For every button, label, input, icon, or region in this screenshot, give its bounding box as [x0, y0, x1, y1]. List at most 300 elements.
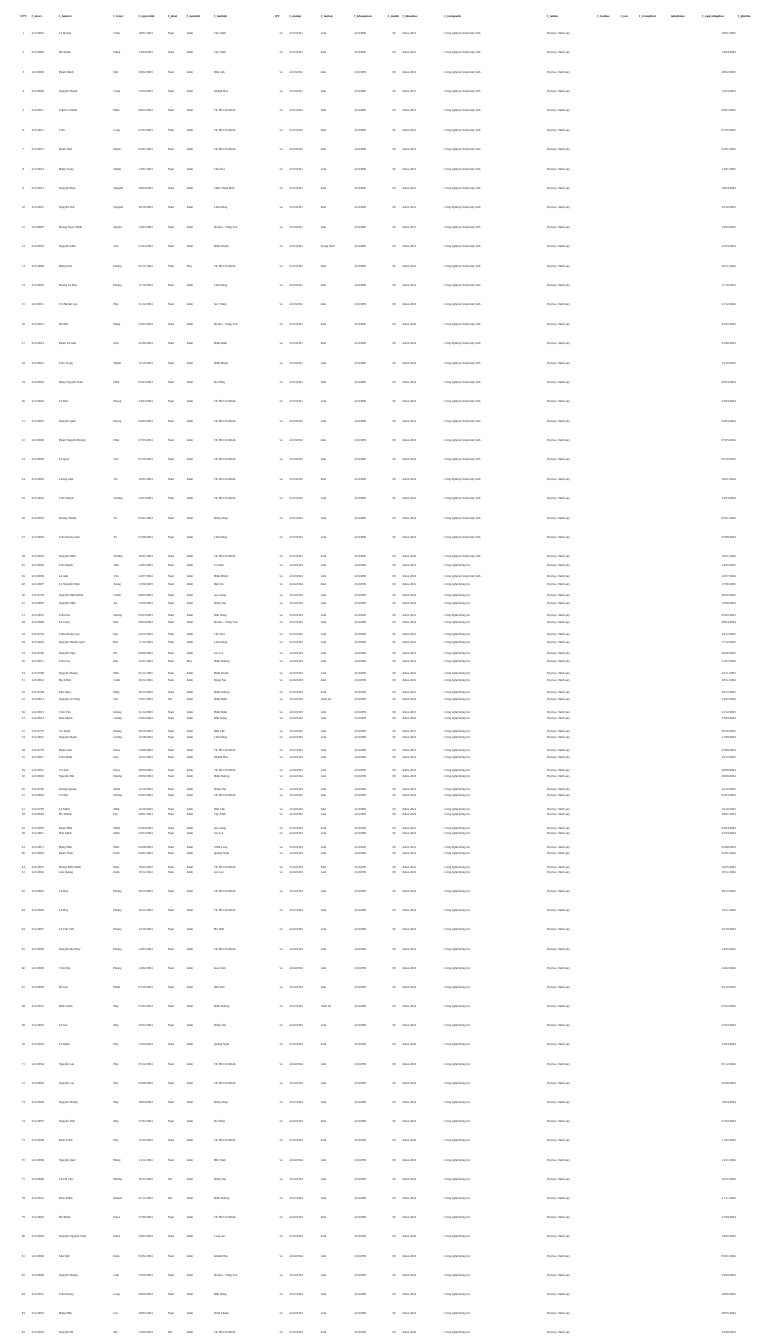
- table-cell: 22110CĐ4: [289, 754, 303, 759]
- table-cell: 09/05/2003: [138, 108, 153, 113]
- table-cell: Nam: [167, 845, 174, 850]
- table-cell: 07/05/2003: [138, 127, 153, 132]
- table-cell: [670, 24, 701, 43]
- table-cell: 22110844: [31, 1234, 44, 1239]
- table-cell: 09: [392, 1023, 396, 1028]
- table-cell: [619, 237, 638, 256]
- table-cell: 22110PĐ: [354, 632, 366, 636]
- table-cell: [638, 1228, 669, 1247]
- table-cell: TP. Hồ Chí Minh: [213, 147, 236, 152]
- table-cell: [596, 825, 619, 844]
- table-cell: vn: [279, 127, 283, 132]
- table-cell: Khá: [320, 457, 326, 462]
- table-cell: vn: [279, 748, 283, 753]
- table-cell: [737, 1304, 760, 1323]
- table-cell: [619, 218, 638, 237]
- column-header: f_khoahoc: [402, 15, 418, 18]
- table-cell: 22110PĐ: [354, 651, 366, 656]
- table-cell: 22110828: [31, 946, 44, 951]
- table-cell: Phong: [113, 418, 122, 423]
- table-cell: 22110PĐ: [354, 612, 366, 617]
- table-cell: Nam: [167, 302, 174, 307]
- table-cell: 09: [392, 1253, 396, 1258]
- header-row-table: [16, 15, 760, 19]
- table-cell: [596, 671, 619, 690]
- table-cell: Kinh: [186, 535, 193, 540]
- table-cell: Tú: [113, 515, 117, 520]
- table-cell: [737, 1112, 760, 1131]
- table-cell: vn: [279, 709, 283, 714]
- table-cell: 13: [21, 263, 25, 268]
- table-cell: Kinh: [186, 639, 193, 644]
- table-cell: [737, 921, 760, 940]
- table-cell: 09: [392, 341, 396, 346]
- table-cell: vn: [279, 632, 283, 636]
- table-cell: Giỏi: [320, 716, 327, 721]
- table-cell: 84: [21, 1311, 25, 1316]
- table-cell: Nam: [167, 639, 174, 644]
- table-cell: Nguyên: [113, 205, 124, 210]
- table-cell: 22119PĐ: [354, 418, 366, 423]
- table-cell: Bảo: [113, 639, 119, 644]
- table-cell: Đại học chính quy: [547, 1023, 570, 1028]
- table-cell: [619, 710, 638, 729]
- table-cell: [596, 509, 619, 528]
- table-cell: Kinh: [186, 812, 193, 817]
- table-cell: Công nghệ kỹ thuật máy tính: [444, 147, 481, 152]
- table-cell: 22110PĐ: [354, 639, 366, 644]
- table-cell: [638, 257, 669, 276]
- table-cell: [596, 334, 619, 353]
- table-cell: 09: [392, 773, 396, 778]
- table-cell: Kinh: [186, 418, 193, 423]
- table-cell: Công nghệ kỹ thuật máy tính: [444, 438, 481, 443]
- table-cell: TP. Hồ Chí Minh: [213, 1080, 236, 1085]
- table-cell: Đại học chính quy: [547, 89, 570, 94]
- table-cell: Khóa 2022: [402, 593, 417, 598]
- table-cell: Đại học chính quy: [547, 1272, 570, 1277]
- table-cell: [638, 825, 669, 844]
- table-cell: [737, 121, 760, 140]
- table-cell: [638, 786, 669, 805]
- table-cell: 09: [392, 205, 396, 210]
- table-cell: 09: [392, 50, 396, 55]
- table-cell: Kinh: [186, 457, 193, 462]
- table-row: [16, 748, 760, 767]
- table-cell: Đại học chính quy: [547, 515, 570, 520]
- table-cell: Nam: [167, 806, 174, 811]
- table-cell: 25: [21, 496, 25, 501]
- table-cell: 22110CĐ4: [289, 984, 303, 989]
- table-cell: Quảng Ngãi: [213, 1042, 229, 1047]
- table-cell: 11/08/2004: [721, 735, 736, 740]
- table-cell: [670, 1170, 701, 1189]
- table-cell: [737, 1189, 760, 1208]
- table-cell: Nam: [167, 50, 174, 55]
- table-cell: [596, 921, 619, 940]
- table-row: [16, 1093, 760, 1112]
- table-cell: 22110CĐ4: [289, 639, 303, 644]
- table-cell: Đặng Hữu: [58, 1311, 72, 1316]
- table-cell: Gia Lai: [213, 869, 224, 874]
- table-cell: Nam: [167, 321, 174, 326]
- table-cell: 22110PĐ: [354, 1080, 366, 1085]
- table-cell: [670, 710, 701, 729]
- table-cell: Khóa 2022: [402, 658, 417, 663]
- table-cell: 22/07/2004: [721, 573, 736, 578]
- table-cell: [737, 690, 760, 709]
- table-cell: TP. Hồ Chí Minh: [213, 263, 236, 268]
- table-cell: 14/04/2003: [721, 50, 736, 55]
- table-cell: 13/01/2003: [721, 166, 736, 171]
- table-cell: 21/12/2004: [138, 302, 153, 307]
- table-cell: 22110PĐ: [354, 850, 366, 855]
- table-cell: Đà Nẵng: [213, 1119, 226, 1124]
- table-cell: Đại học chính quy: [547, 639, 570, 644]
- table-cell: Giỏi: [320, 670, 327, 675]
- table-cell: Đại học chính quy: [547, 1195, 570, 1200]
- table-cell: Hà: [113, 651, 117, 656]
- table-cell: [596, 1151, 619, 1170]
- table-cell: 09: [392, 677, 396, 682]
- table-row: [16, 729, 760, 748]
- table-cell: Kinh: [186, 965, 193, 970]
- table-cell: 22110CĐ3: [289, 658, 303, 663]
- table-cell: Khóa 2021: [402, 632, 417, 636]
- table-cell: 22119CĐ2: [289, 127, 303, 132]
- table-cell: [596, 218, 619, 237]
- table-row: [16, 786, 760, 805]
- table-cell: Đặng Nguyễn Nam: [58, 379, 83, 384]
- table-cell: 09: [392, 186, 396, 191]
- table-cell: Công nghệ thông tin: [444, 1176, 470, 1181]
- table-cell: Kinh: [186, 593, 193, 598]
- table-cell: 12/04/2003: [721, 89, 736, 94]
- table-cell: [619, 102, 638, 121]
- table-cell: [596, 805, 619, 824]
- table-cell: Nữ: [167, 1176, 172, 1181]
- table-cell: 09: [392, 728, 396, 733]
- table-cell: Võ Xuân: [58, 728, 71, 733]
- table-cell: Khóa 2021: [402, 224, 417, 229]
- table-cell: [619, 575, 638, 594]
- table-cell: [619, 354, 638, 373]
- table-cell: 22110812: [31, 677, 44, 682]
- table-cell: 22119CĐ1: [289, 205, 303, 210]
- table-cell: 33: [21, 651, 25, 656]
- table-cell: [737, 82, 760, 101]
- table-cell: Công nghệ thông tin: [444, 1291, 470, 1296]
- table-cell: [596, 431, 619, 450]
- table-cell: 22110CĐ2: [289, 716, 303, 721]
- table-cell: Công nghệ thông tin: [444, 1272, 470, 1277]
- table-cell: Giỏi: [320, 1272, 327, 1277]
- table-cell: [737, 1247, 760, 1266]
- table-cell: Đại học chính quy: [547, 573, 570, 578]
- table-cell: 22110CĐ4: [289, 864, 303, 869]
- table-cell: Kinh: [186, 244, 193, 249]
- table-cell: [619, 43, 638, 62]
- table-cell: Công nghệ kỹ thuật máy tính: [444, 496, 481, 501]
- table-cell: [737, 315, 760, 334]
- table-cell: Khóa 2022: [402, 793, 417, 798]
- table-cell: Nam: [167, 1080, 174, 1085]
- table-cell: Dương Thanh: [58, 515, 77, 520]
- table-cell: [638, 978, 669, 997]
- table-cell: Khá: [320, 108, 326, 113]
- table-cell: [638, 1189, 669, 1208]
- table-cell: Đại học chính quy: [547, 831, 570, 836]
- table-cell: 22110CĐ4: [289, 1157, 303, 1162]
- table-cell: 22119835: [31, 554, 44, 559]
- table-cell: [638, 710, 669, 729]
- table-cell: Hồ Thành: [58, 812, 72, 817]
- table-cell: [670, 901, 701, 920]
- table-cell: Kinh: [186, 1023, 193, 1028]
- table-cell: 22110827: [31, 927, 44, 932]
- table-cell: Nam: [167, 651, 174, 656]
- table-cell: [619, 1266, 638, 1285]
- table-cell: Đại học chính quy: [547, 205, 570, 210]
- table-cell: [737, 575, 760, 594]
- table-cell: [670, 978, 701, 997]
- table-cell: [670, 237, 701, 256]
- table-cell: Kinh: [186, 127, 193, 132]
- table-cell: 7: [22, 147, 25, 152]
- table-cell: Kinh: [186, 825, 193, 830]
- table-cell: Bà Rịa - Vũng Tàu: [213, 321, 238, 326]
- column-header: telephone: [670, 15, 685, 18]
- table-cell: Khá: [320, 302, 326, 307]
- table-cell: 09: [392, 658, 396, 663]
- table-cell: Đại học chính quy: [547, 1311, 570, 1316]
- table-cell: 22110763: [31, 632, 44, 636]
- table-cell: 22110848: [31, 1272, 44, 1277]
- table-cell: 1: [22, 30, 25, 35]
- table-cell: [619, 729, 638, 748]
- table-cell: Lê Công: [58, 620, 70, 625]
- table-cell: vn: [279, 620, 283, 625]
- table-cell: Duy: [113, 754, 119, 759]
- table-cell: [670, 1304, 701, 1323]
- table-cell: 22110766: [31, 651, 44, 656]
- table-cell: Công nghệ kỹ thuật máy tính: [444, 108, 481, 113]
- table-cell: Nguyễn Hoàng: [58, 1100, 78, 1105]
- table-cell: 28/10/2003: [721, 728, 736, 733]
- table-cell: Khang: [113, 728, 122, 733]
- table-cell: Nhật: [113, 806, 120, 811]
- table-cell: Khá: [320, 864, 326, 869]
- table-cell: [596, 1247, 619, 1266]
- table-cell: Nghĩa: [113, 360, 121, 365]
- table-cell: Khóa 2021: [402, 147, 417, 152]
- table-cell: [638, 940, 669, 959]
- table-cell: 09: [392, 1330, 396, 1335]
- table-cell: 22119811: [31, 302, 44, 307]
- table-cell: 09: [392, 496, 396, 501]
- table-cell: 22119CĐ1: [289, 186, 303, 191]
- table-cell: Nguyễn Quốc: [58, 418, 77, 423]
- table-cell: Khá: [320, 476, 326, 481]
- table-cell: [737, 334, 760, 353]
- table-cell: 22110PĐ: [354, 946, 366, 951]
- table-cell: [596, 614, 619, 633]
- table-cell: [596, 940, 619, 959]
- table-cell: Hiệp: [113, 690, 120, 695]
- table-cell: [596, 882, 619, 901]
- table-cell: 22119CĐ1: [289, 263, 303, 268]
- table-cell: 09: [392, 965, 396, 970]
- table-cell: [596, 489, 619, 508]
- table-cell: [619, 1036, 638, 1055]
- table-cell: Khánh Hòa: [213, 754, 229, 759]
- table-cell: TP. Hồ Chí Minh: [213, 908, 236, 913]
- table-cell: 22119PĐ: [354, 554, 366, 559]
- table-cell: 5: [22, 108, 25, 113]
- table-cell: Kinh: [186, 1291, 193, 1296]
- table-cell: Khá: [320, 321, 326, 326]
- table-cell: [737, 959, 760, 978]
- table-cell: Khóa 2022: [402, 1234, 417, 1239]
- table-cell: [596, 901, 619, 920]
- table-cell: 22119812: [31, 127, 44, 132]
- table-cell: Nguyễn Hải: [58, 773, 74, 778]
- table-cell: Nam: [167, 612, 174, 617]
- table-cell: 22110PĐ: [354, 670, 366, 675]
- table-cell: Kinh: [186, 946, 193, 951]
- table-cell: Long: [113, 1291, 120, 1296]
- table-cell: [596, 1189, 619, 1208]
- table-cell: 85: [21, 1330, 25, 1335]
- table-cell: 64: [21, 927, 25, 932]
- table-cell: 22110CĐ3: [289, 651, 303, 656]
- table-cell: 23/08/2003: [721, 748, 736, 753]
- table-cell: 22119CĐ1: [289, 224, 303, 229]
- table-cell: Công nghệ kỹ thuật máy tính: [444, 30, 481, 35]
- table-cell: Khang: [113, 263, 122, 268]
- table-cell: vn: [279, 186, 283, 191]
- table-cell: vn: [279, 869, 283, 874]
- table-cell: vn: [279, 341, 283, 346]
- table-cell: Khá: [320, 984, 326, 989]
- table-cell: Bạch Đức: [58, 677, 72, 682]
- table-cell: Đức: [113, 69, 119, 74]
- column-header: f_trangthai: [639, 15, 656, 18]
- table-cell: 22119CĐ2: [289, 535, 303, 540]
- table-cell: Trung bình: [320, 244, 335, 249]
- table-cell: 22110CĐ3: [289, 806, 303, 811]
- table-row: [16, 1036, 760, 1055]
- table-cell: Giỏi: [320, 1176, 327, 1181]
- table-cell: Công nghệ thông tin: [444, 651, 470, 656]
- table-cell: Đại học chính quy: [547, 754, 570, 759]
- table-cell: 17/12/2004: [138, 639, 153, 644]
- table-cell: [670, 121, 701, 140]
- table-cell: Nam: [167, 562, 174, 567]
- table-cell: 36: [21, 709, 25, 714]
- table-cell: TP. Hồ Chí Minh: [213, 888, 236, 893]
- table-cell: Giỏi: [320, 1253, 327, 1258]
- table-cell: 17/06/2003: [721, 581, 736, 586]
- table-cell: Khóa 2022: [402, 496, 417, 501]
- table-cell: Công nghệ kỹ thuật máy tính: [444, 69, 481, 74]
- table-cell: Khóa 2021: [402, 244, 417, 249]
- column-header: f_noisinh: [186, 15, 201, 18]
- table-cell: 22119825: [31, 418, 44, 423]
- table-cell: Đại học chính quy: [547, 773, 570, 778]
- table-cell: Giỏi: [320, 418, 327, 423]
- table-cell: Bình Thuận: [213, 670, 229, 675]
- table-cell: Nam: [167, 89, 174, 94]
- table-cell: Khá: [320, 341, 326, 346]
- table-cell: 22110PĐ: [354, 562, 366, 567]
- table-cell: 21: [21, 418, 25, 423]
- table-cell: 09: [392, 709, 396, 714]
- table-cell: 09: [392, 793, 396, 798]
- table-cell: 09: [392, 244, 396, 249]
- table-cell: 05/05/2003: [138, 612, 153, 617]
- column-header: f_makh: [387, 15, 399, 18]
- table-cell: Khá: [320, 205, 326, 210]
- table-cell: [596, 121, 619, 140]
- table-cell: 18/10/2003: [721, 205, 736, 210]
- table-cell: Giỏi: [320, 831, 327, 836]
- table-row: [16, 1074, 760, 1093]
- table-cell: [737, 528, 760, 547]
- table-cell: 28: [21, 554, 25, 559]
- table-row: [16, 82, 760, 101]
- table-cell: Công nghệ thông tin: [444, 812, 470, 817]
- table-cell: Kinh: [186, 601, 193, 606]
- table-cell: Khoa: [113, 1234, 121, 1239]
- table-cell: vn: [279, 554, 283, 559]
- table-cell: [596, 237, 619, 256]
- table-cell: Khóa 2021: [402, 89, 417, 94]
- table-cell: 22/10/2003: [721, 787, 736, 792]
- table-cell: Bảo: [113, 658, 119, 663]
- table-cell: [596, 1304, 619, 1323]
- table-cell: [619, 1093, 638, 1112]
- table-cell: 02/03/2004: [721, 379, 736, 384]
- table-cell: Khóa 2022: [402, 850, 417, 855]
- table-cell: Khá: [320, 89, 326, 94]
- table-cell: 18/04/2004: [721, 1100, 736, 1105]
- table-cell: vn: [279, 1061, 283, 1066]
- table-cell: 22110PĐ: [354, 690, 366, 695]
- table-cell: Công nghệ kỹ thuật máy tính: [444, 224, 481, 229]
- table-cell: vn: [279, 908, 283, 913]
- table-cell: [619, 431, 638, 450]
- table-cell: 23/09/2004: [721, 1272, 736, 1277]
- table-cell: 08/02/2004: [721, 593, 736, 598]
- table-row: [16, 652, 760, 671]
- table-cell: vn: [279, 1272, 283, 1277]
- table-cell: Giỏi: [320, 166, 327, 171]
- table-cell: Đại học chính quy: [547, 379, 570, 384]
- table-row: [16, 1017, 760, 1036]
- table-cell: 29: [21, 573, 25, 578]
- table-cell: [638, 179, 669, 198]
- table-cell: 22110CĐ4: [289, 908, 303, 913]
- table-cell: Ninh Thuận: [213, 1311, 229, 1316]
- table-cell: Nam: [167, 108, 174, 113]
- table-cell: My: [113, 1330, 118, 1335]
- table-cell: [596, 82, 619, 101]
- table-cell: Cảnh: [113, 677, 120, 682]
- table-cell: [619, 295, 638, 314]
- table-cell: Bà Rịa - Vũng Tàu: [213, 1272, 238, 1277]
- table-cell: Huy: [113, 1080, 119, 1085]
